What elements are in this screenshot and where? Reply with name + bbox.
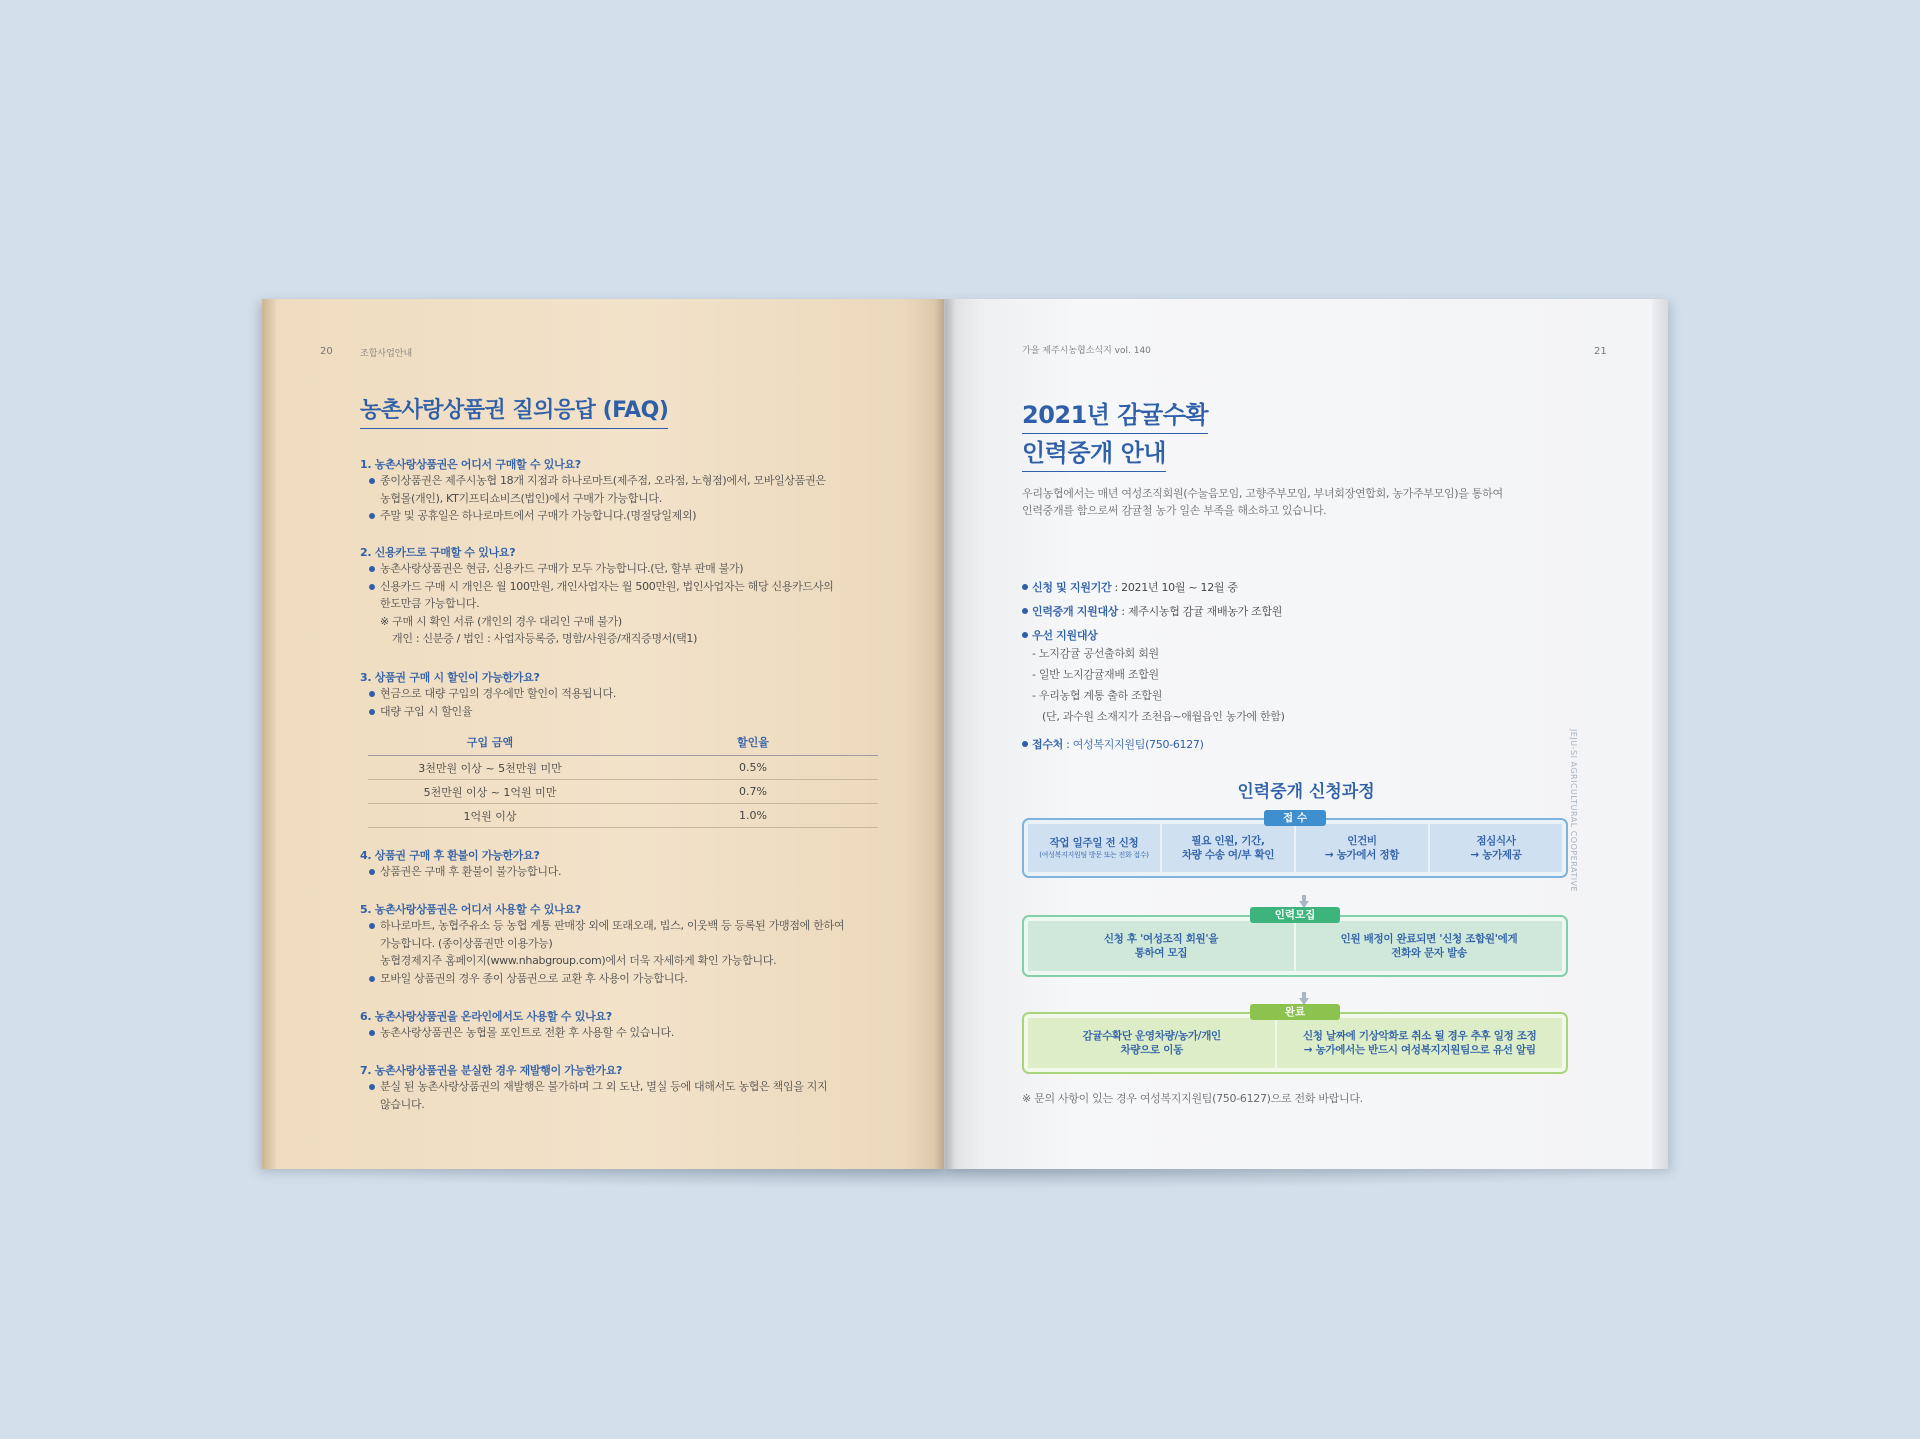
faq-answer: 농촌사랑상품권은 농협몰 포인트로 전환 후 사용할 수 있습니다. [360, 1024, 880, 1042]
faq-answer-cont: 농협경제지주 홈페이지(www.nhabgroup.com)에서 더욱 자세하게 확인 가능합니다. [380, 954, 777, 967]
faq-title: 농촌사랑상품권 질의응답 (FAQ) [360, 393, 668, 429]
stage-tag: 완료 [1250, 1004, 1340, 1020]
faq-item-1 [360, 456, 880, 525]
open-booklet [262, 299, 1668, 1169]
table-row [368, 756, 878, 780]
faq-question: 4. 상품권 구매 후 환불이 가능한가요? [360, 849, 540, 862]
left-page [262, 299, 944, 1169]
stage-recruit [1022, 909, 1568, 977]
book-spine [934, 299, 956, 1169]
faq-item-4 [360, 847, 880, 881]
discount-table [368, 729, 878, 828]
table-header [368, 729, 878, 756]
page-number-left: 20 [320, 346, 333, 357]
bullet-icon [1022, 584, 1028, 590]
stage-complete [1022, 1006, 1568, 1074]
header-rate: 할인율 [737, 736, 769, 749]
faq-answer: 농촌사랑상품권은 현금, 신용카드 구매가 모두 가능합니다.(단, 할부 판매 불가) [360, 560, 880, 578]
table-row [368, 804, 878, 828]
faq-question: 2. 신용카드로 구매할 수 있나요? [360, 546, 516, 559]
page-number-right: 21 [1594, 346, 1607, 357]
stage-cell: 필요 인원, 기간, 차량 수송 여/부 확인 [1162, 824, 1294, 872]
priority-item: - 노지감귤 공선출하회 회원 [1032, 647, 1159, 660]
faq-item-6 [360, 1008, 880, 1042]
faq-question: 5. 농촌사랑상품권은 어디서 사용할 수 있나요? [360, 903, 581, 916]
stage-reception [1022, 812, 1568, 878]
stage-cell: 신청 후 '여성조직 회원'을 통하여 모집 [1028, 921, 1294, 971]
bullet-icon [369, 691, 375, 697]
intro-line: 우리농협에서는 매년 여성조직회원(수눌음모임, 고향주부모임, 부녀회장연합회, 농가주부모임)을 통하여 [1022, 487, 1503, 500]
stage-cell: 감귤수확단 운영차량/농가/개인 차량으로 이동 [1028, 1018, 1275, 1068]
faq-item-3 [360, 669, 880, 720]
vertical-label: JEJU-SI AGRICULTURAL COOPERATIVE [1569, 729, 1578, 893]
bullet-icon [1022, 632, 1028, 638]
priority-item: - 일반 노지감귤재배 조합원 [1032, 668, 1159, 681]
header-amount: 구입 금액 [466, 736, 514, 749]
bullet-icon [369, 869, 375, 875]
bullet-icon [369, 1084, 375, 1090]
faq-answer-cont: 않습니다. [380, 1097, 425, 1111]
bullet-icon [1022, 608, 1028, 614]
bullet-icon [369, 584, 375, 590]
stage-cell: 인원 배정이 완료되면 '신청 조합원'에게 전화와 문자 발송 [1296, 921, 1562, 971]
bullet-icon [369, 513, 375, 519]
bullet-icon [369, 1030, 375, 1036]
faq-answer-cont: 가능합니다. (종이상품권만 이용가능) [380, 936, 553, 950]
bullet-icon [369, 566, 375, 572]
faq-answer: 종이상품권은 제주시농협 18개 지점과 하나로마트(제주점, 오라점, 노형점)에서, 모바일상품권은 [360, 472, 880, 490]
priority-item: - 우리농협 계통 출하 조합원 [1032, 689, 1163, 702]
stage-cell: 작업 일주일 전 신청 (여성복지지원팀 방문 또는 전화 접수) [1028, 824, 1160, 872]
stage-cell: 점심식사 → 농가제공 [1430, 824, 1562, 872]
stage-cell: 신청 날짜에 기상악화로 취소 될 경우 추후 일정 조정 → 농가에서는 반드시 여성복지지원팀으로 유선 알림 [1277, 1018, 1562, 1068]
faq-item-7 [360, 1062, 880, 1113]
faq-question: 7. 농촌사랑상품권을 분실한 경우 재발행이 가능한가요? [360, 1064, 623, 1077]
page-title-line-2: 인력중개 안내 [1022, 433, 1166, 472]
bullet-icon [369, 923, 375, 929]
info-contact: 접수처 : 여성복지지원팀(750-6127) [1022, 736, 1204, 752]
faq-answer: 분실 된 농촌사랑상품권의 재발행은 불가하며 그 외 도난, 멸실 등에 대해서도 농협은 책임을 지지 [360, 1078, 880, 1096]
bullet-icon [369, 976, 375, 982]
faq-item-5 [360, 901, 880, 987]
priority-note: (단, 과수원 소재지가 조천읍~애월읍인 농가에 한함) [1042, 710, 1285, 723]
table-cell: 1.0% [739, 809, 767, 822]
faq-question: 6. 농촌사랑상품권을 온라인에서도 사용할 수 있나요? [360, 1010, 612, 1023]
table-cell: 1억원 이상 [463, 809, 517, 823]
faq-answer: 대량 구입 시 할인율 [360, 703, 880, 721]
running-head-right: 가을 제주시농협소식지 vol. 140 [1022, 346, 1151, 356]
faq-answer-cont: 농협몰(개인), KT기프티쇼비즈(법인)에서 구매가 가능합니다. [380, 491, 662, 505]
intro-text [1022, 485, 1582, 519]
faq-answer-cont: 한도만큼 가능합니다. [380, 597, 480, 610]
bullet-icon [369, 709, 375, 715]
faq-answer: 주말 및 공휴일은 하나로마트에서 구매가 가능합니다.(명절당일제외) [360, 507, 880, 525]
faq-answer: 하나로마트, 농협주유소 등 농협 계통 판매장 외에 또래오래, 빕스, 이웃백 등 등록된 가맹점에 한하여 [360, 917, 880, 935]
table-row [368, 780, 878, 804]
table-cell: 5천만원 이상 ~ 1억원 미만 [423, 785, 557, 799]
page-title-line-1: 2021년 감귤수확 [1022, 395, 1208, 434]
faq-answer: 현금으로 대량 구입의 경우에만 할인이 적용됩니다. [360, 685, 880, 703]
info-priority: 우선 지원대상 [1022, 627, 1098, 643]
faq-note: ※ 구매 시 확인 서류 (개인의 경우 대리인 구매 불가) [380, 614, 622, 628]
faq-answer: 상품권은 구매 후 환불이 불가능합니다. [360, 863, 880, 881]
info-target: 인력중개 지원대상 : 제주시농협 감귤 재배농가 조합원 [1022, 603, 1282, 619]
table-cell: 0.7% [739, 785, 767, 798]
stage-cell: 인건비 → 농가에서 정함 [1296, 824, 1428, 872]
faq-question: 3. 상품권 구매 시 할인이 가능한가요? [360, 671, 540, 684]
bullet-icon [1022, 741, 1028, 747]
faq-question: 1. 농촌사랑상품권은 어디서 구매할 수 있나요? [360, 458, 581, 471]
intro-line: 인력중개를 함으로써 감귤철 농가 일손 부족을 해소하고 있습니다. [1022, 504, 1327, 517]
right-page [944, 299, 1668, 1169]
process-title: 인력중개 신청과정 [1237, 782, 1375, 802]
table-cell: 0.5% [739, 761, 767, 774]
faq-item-2 [360, 544, 880, 648]
faq-answer: 모바일 상품권의 경우 종이 상품권으로 교환 후 사용이 가능합니다. [360, 970, 880, 988]
faq-note: 개인 : 신분증 / 법인 : 사업자등록증, 명함/사원증/재직증명서(택1) [392, 632, 698, 645]
faq-answer: 신용카드 구매 시 개인은 월 100만원, 개인사업자는 월 500만원, 법인사업자는 해당 신용카드사의 [360, 578, 880, 596]
stage-tag: 인력모집 [1250, 907, 1340, 923]
table-cell: 3천만원 이상 ~ 5천만원 미만 [418, 761, 562, 775]
running-head-left: 조합사업안내 [360, 349, 413, 359]
footnote: ※ 문의 사항이 있는 경우 여성복지지원팀(750-6127)으로 전화 바랍니다. [1022, 1092, 1363, 1105]
bullet-icon [369, 478, 375, 484]
stage-tag: 접 수 [1264, 810, 1326, 826]
info-period: 신청 및 지원기간 : 2021년 10월 ~ 12월 중 [1022, 579, 1238, 595]
